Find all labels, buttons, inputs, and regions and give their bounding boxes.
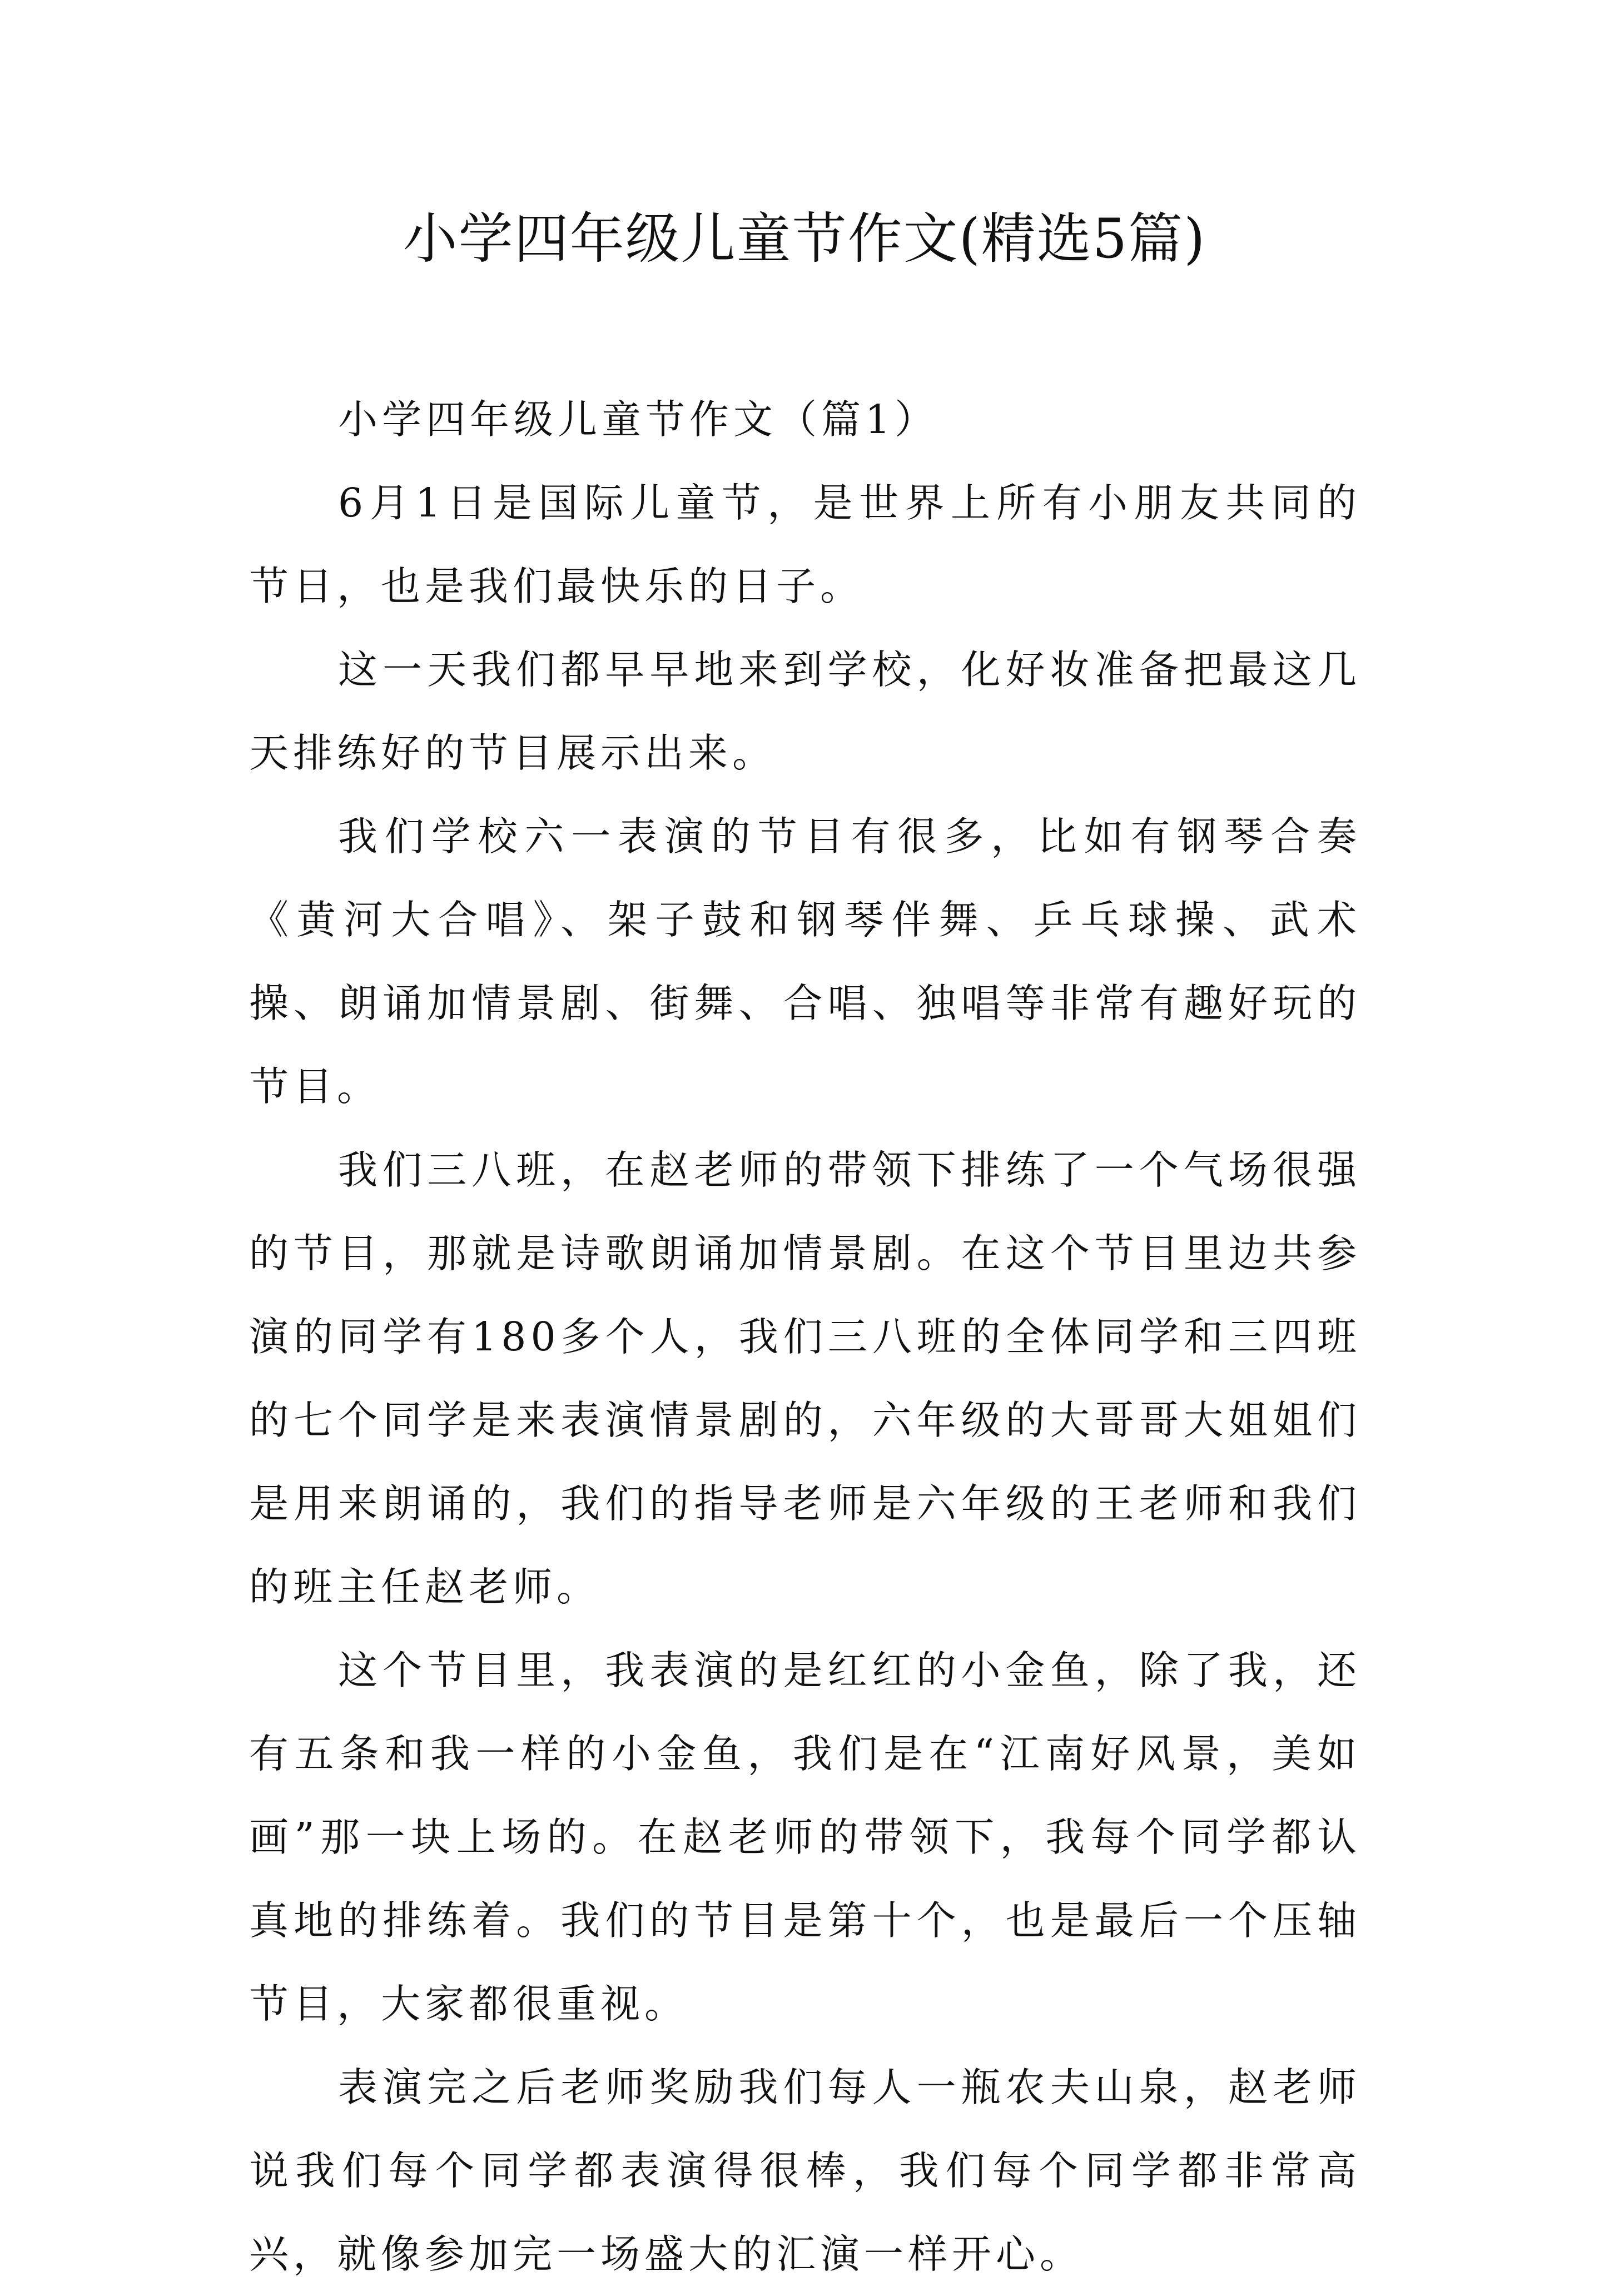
paragraph: 这一天我们都早早地来到学校，化好妆准备把最这几天排练好的节目展示出来。 bbox=[249, 647, 1361, 776]
paragraph: 表演完之后老师奖励我们每人一瓶农夫山泉，赵老师说我们每个同学都表演得很棒，我们每个同学都非常高兴，就像参加完一场盛大的汇演一样开心。 bbox=[249, 2064, 1361, 2277]
document-title: 小学四年级儿童节作文(精选5篇) bbox=[403, 207, 1206, 271]
paragraph: 我们三八班，在赵老师的带领下排练了一个气场很强的节目，那就是诗歌朗诵加情景剧。在这个节目里边共参演的同学有180多个人，我们三八班的全体同学和三四班的七个同学是来表演情景剧的，六年级的大哥哥大姐姐们是用来朗诵的，我们的指导老师是六年级的王老师和我们的班主任赵老师。 bbox=[249, 1147, 1361, 1610]
paragraph: 我们学校六一表演的节目有很多，比如有钢琴合奏《黄河大合唱》、架子鼓和钢琴伴舞、乒乓球操、武术操、朗诵加情景剧、街舞、合唱、独唱等非常有趣好玩的节目。 bbox=[249, 813, 1361, 1110]
section-heading: 小学四年级儿童节作文（篇1） bbox=[338, 396, 939, 443]
paragraph: 这个节目里，我表演的是红红的小金鱼，除了我，还有五条和我一样的小金鱼，我们是在“江南好风景，美如画”那一块上场的。在赵老师的带领下，我每个同学都认真地的排练着。我们的节目是第十个，也是最后一个压轴节目，大家都很重视。 bbox=[249, 1647, 1361, 2027]
document-body bbox=[249, 378, 1361, 2296]
paragraph: 6月1日是国际儿童节，是世界上所有小朋友共同的节日，也是我们最快乐的日子。 bbox=[249, 480, 1361, 609]
